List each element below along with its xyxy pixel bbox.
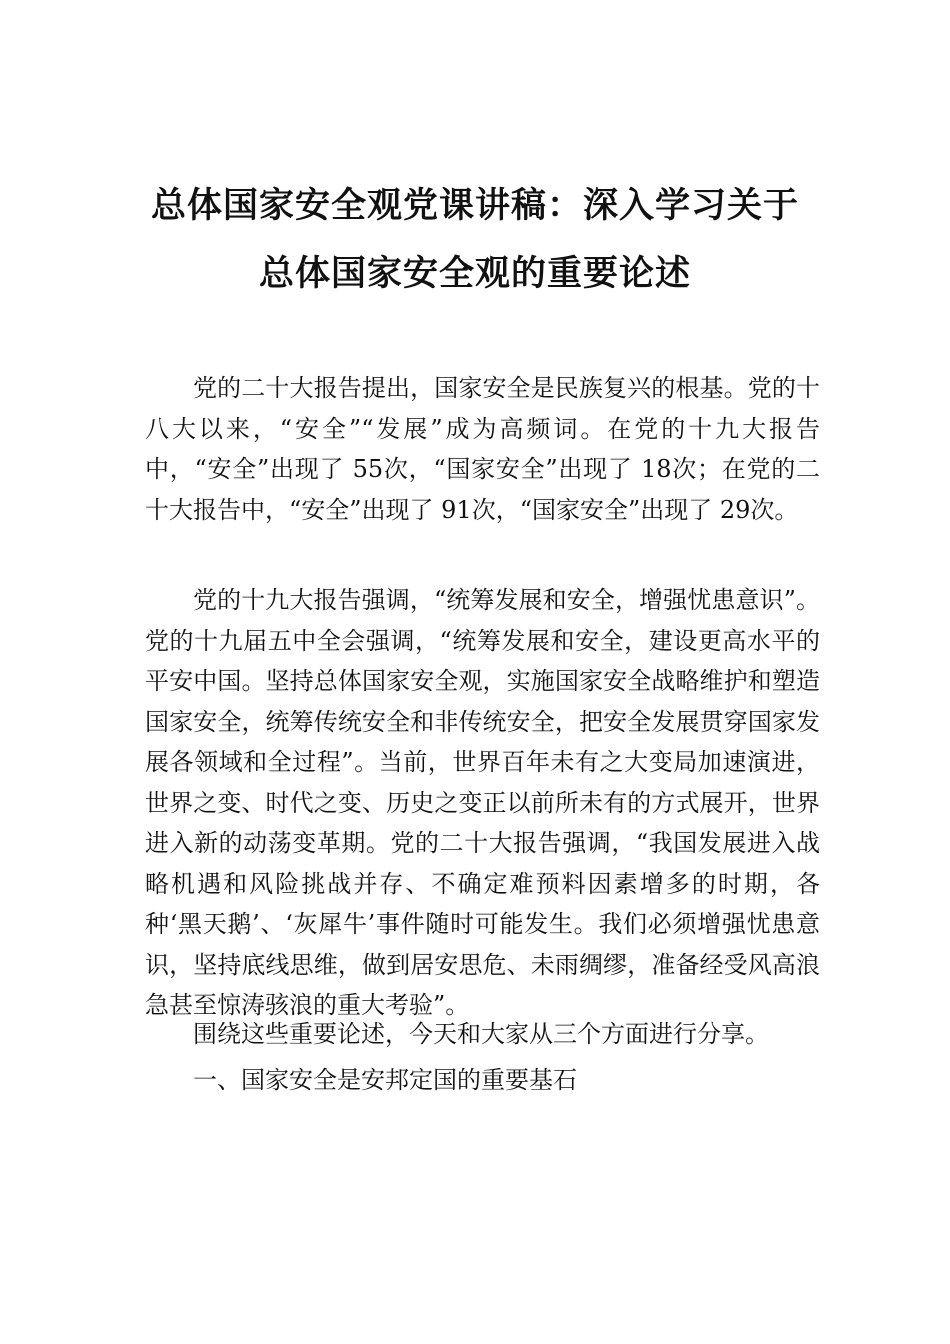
paragraph-context: [145, 580, 820, 1026]
paragraph-text: 围绕这些重要论述，今天和大家从三个方面进行分享。: [193, 1020, 769, 1048]
section-heading-1: [145, 1060, 820, 1101]
paragraph-text: 党的十九大报告强调，“统筹发展和安全，增强忧患意识”。党的十九届五中全会强调，“统筹发展和安全，建设更高水平的平安中国。坚持总体国家安全观，实施国家安全战略维护和塑造国家安全，统筹传统安全和非传统安全，把安全发展贯穿国家发展各领域和全过程”。当前，世界百年未有之大变局加速演进，世界之变、时代之变、历史之变正以前所未有的方式展开，世界进入新的动荡变革期。党的二十大报告强调，“我国发展进入战略机遇和风险挑战并存、不确定难预料因素增多的时期，各种‘黑天鹅’、‘灰犀牛’事件随时可能发生。我们必须增强忧患意识，坚持底线思维，做到居安思危、未雨绸缪，准备经受风高浪急甚至惊涛骇浪的重大考验”。: [145, 586, 820, 1019]
document-title-line-2: 总体国家安全观的重要论述: [258, 253, 691, 294]
paragraph-text: 党的二十大报告提出，国家安全是民族复兴的根基。党的十八大以来，“安全”“发展”成为高频词。在党的十九大报告中，“安全”出现了 55次，“国家安全”出现了 18次；在党的二十大报告中，“安全”出现了 91次，“国家安全”出现了 29次。: [145, 374, 820, 524]
document-title-line-1: 总体国家安全观党课讲稿：深入学习关于: [150, 185, 799, 226]
paragraph-intro: [145, 368, 820, 530]
paragraph-overview: [145, 1014, 820, 1055]
section-heading-text: 一、国家安全是安邦定国的重要基石: [193, 1066, 577, 1094]
